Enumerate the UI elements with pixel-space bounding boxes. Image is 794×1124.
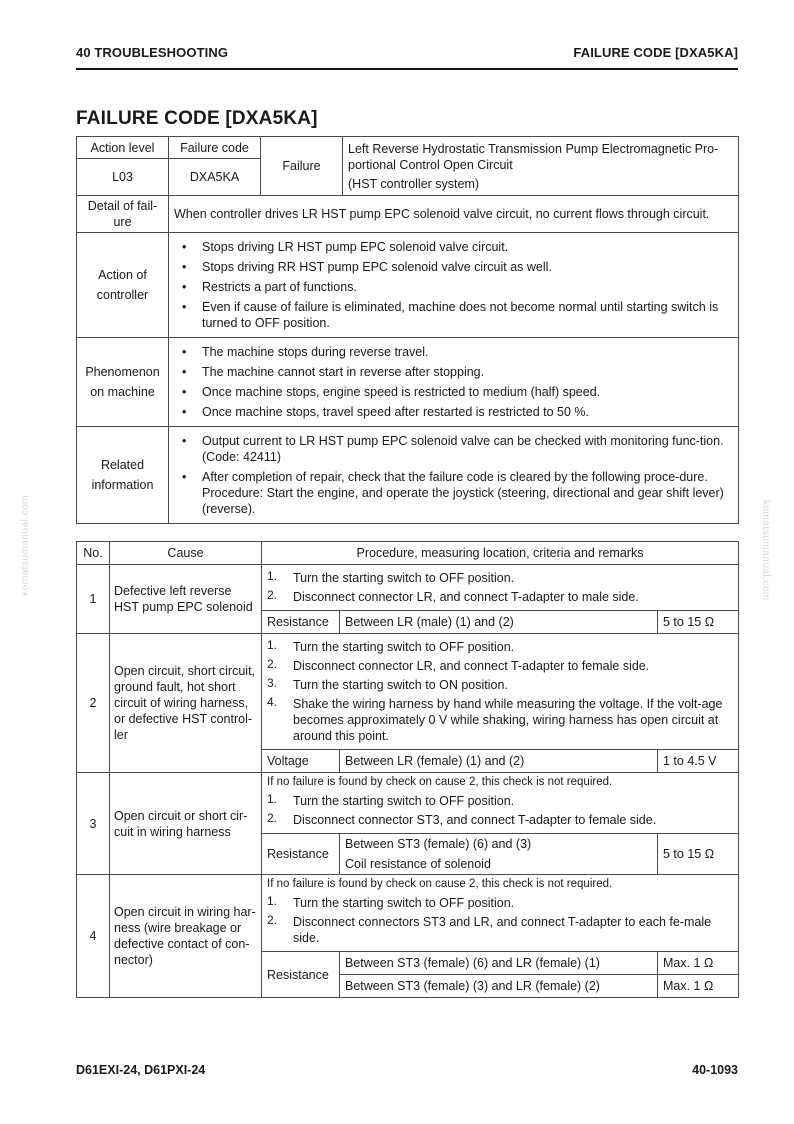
measure-location: Between ST3 (female) (6) and (3) Coil resistance of solenoid (340, 834, 658, 875)
cause-text: Open circuit or short cir-cuit in wiring harness (110, 773, 262, 875)
measure-value: 5 to 15 Ω (658, 611, 739, 634)
header-rule (76, 68, 738, 70)
related-cell (169, 427, 739, 524)
measure-label: Resistance (262, 611, 340, 634)
page-title: FAILURE CODE [DXA5KA] (76, 108, 318, 129)
related-procedure: Procedure: Start the engine, and operate the joystick (steering, directional and gear shift lever) (reverse). (202, 486, 724, 516)
header-code: FAILURE CODE [DXA5KA] (573, 45, 738, 60)
list-item: 1. Turn the starting switch to OFF position. (267, 894, 515, 910)
list-item: • Once machine stops, travel speed after restarted is restricted to 50 %. (182, 405, 589, 419)
list-item: 1. Turn the starting switch to OFF position. (267, 638, 515, 654)
header-cause: Cause (110, 542, 262, 565)
list-item: 1. Turn the starting switch to OFF position. (267, 792, 515, 808)
detail-label: Detail of fail-ure (77, 196, 169, 233)
measure-location: Between LR (male) (1) and (2) (340, 611, 658, 634)
list-item: 2. Disconnect connector LR, and connect T-adapter to male side. (267, 588, 639, 604)
bullet-icon: • (182, 365, 187, 379)
list-item: 1. Turn the starting switch to OFF position. (267, 569, 515, 585)
cause-no: 2 (77, 634, 110, 773)
list-item: • The machine stops during reverse travel. (182, 345, 429, 359)
bullet-icon: • (182, 260, 187, 274)
measure-value: Max. 1 Ω (658, 975, 739, 998)
measure-location: Between ST3 (female) (6) and LR (female) (1) (340, 952, 658, 975)
measure-value: 1 to 4.5 V (658, 750, 739, 773)
page-footer (76, 1063, 738, 1077)
measure-label: Resistance (262, 952, 340, 998)
bullet-icon: • (182, 345, 187, 359)
procedure-note: If no failure is found by check on cause 2, this check is not required. (267, 776, 613, 788)
bullet-icon: • (182, 300, 187, 314)
list-item: 2. Disconnect connector ST3, and connect T-adapter to female side. (267, 811, 657, 827)
cause-no: 4 (77, 875, 110, 998)
action-controller-cell (169, 233, 739, 338)
measure-location: Between LR (female) (1) and (2) (340, 750, 658, 773)
list-item: 3. Turn the starting switch to ON position. (267, 676, 508, 692)
measure-label: Voltage (262, 750, 340, 773)
header-section: 40 TROUBLESHOOTING (76, 45, 229, 60)
phenomenon-label: Phenomenon on machine (77, 338, 169, 427)
failure-code-value: DXA5KA (169, 159, 261, 196)
list-item: • Restricts a part of functions. (182, 280, 357, 294)
phenomenon-cell (169, 338, 739, 427)
cause-no: 3 (77, 773, 110, 875)
action-controller-label: Action of controller (77, 233, 169, 338)
list-item: • Once machine stops, engine speed is restricted to medium (half) speed. (182, 385, 601, 399)
action-level-label: Action level (77, 137, 169, 159)
procedure-steps (262, 773, 739, 834)
list-item: • After completion of repair, check that the failure code is cleared by the following proce-dure. Procedure: Start the engine, and operate the joystick (steering, directional and gear shift lever) (reverse). (182, 470, 724, 516)
list-item: 2. Disconnect connector LR, and connect T-adapter to female side. (267, 657, 650, 673)
footer-model: D61EXI-24, D61PXI-24 (76, 1063, 206, 1077)
watermark-left: komatsumanual.com (20, 495, 31, 596)
header-procedure: Procedure, measuring location, criteria and remarks (262, 542, 739, 565)
list-item: • Stops driving RR HST pump EPC solenoid valve circuit as well. (182, 260, 552, 274)
page-header (76, 45, 738, 60)
measure-location: Between ST3 (female) (3) and LR (female) (2) (340, 975, 658, 998)
cause-no: 1 (77, 565, 110, 634)
bullet-icon: • (182, 405, 187, 419)
procedure-note: If no failure is found by check on cause 2, this check is not required. (267, 878, 613, 890)
procedure-steps (262, 875, 739, 952)
detail-text: When controller drives LR HST pump EPC solenoid valve circuit, no current flows through circuit. (169, 196, 739, 233)
watermark-right: komatsumanual.com (760, 500, 771, 601)
cause-table (76, 541, 739, 998)
action-level-value: L03 (77, 159, 169, 196)
bullet-icon: • (182, 240, 187, 254)
bullet-icon: • (182, 470, 187, 484)
failure-description (343, 137, 739, 196)
table-row (77, 634, 739, 750)
list-item: 2. Disconnect connectors ST3 and LR, and connect T-adapter to each fe-male side. (267, 913, 712, 945)
bullet-icon: • (182, 434, 187, 448)
header-no: No. (77, 542, 110, 565)
failure-code-label: Failure code (169, 137, 261, 159)
page-number: 40-1093 (692, 1063, 738, 1077)
cause-text: Defective left reverse HST pump EPC solenoid (110, 565, 262, 634)
procedure-steps (262, 634, 739, 750)
measure-value: Max. 1 Ω (658, 952, 739, 975)
bullet-icon: • (182, 385, 187, 399)
related-list (174, 433, 733, 517)
procedure-steps (262, 565, 739, 611)
failure-title: Left Reverse Hydrostatic Transmission Pump Electromagnetic Pro-portional Control Open Circuit (348, 141, 719, 172)
list-item: 4. Shake the wiring harness by hand while measuring the voltage. If the volt-age becomes approximately 0 V while shaking, wiring harness has open circuit at around this point. (267, 695, 723, 743)
bullet-icon: • (182, 280, 187, 294)
table-row (77, 875, 739, 952)
failure-label: Failure (261, 137, 343, 196)
measure-label: Resistance (262, 834, 340, 875)
phenomenon-list (174, 344, 733, 420)
failure-system: (HST controller system) (348, 176, 480, 191)
table-row (77, 773, 739, 834)
table-row (77, 565, 739, 611)
list-item: • Even if cause of failure is eliminated, machine does not become normal until starting switch is turned to OFF position. (182, 300, 719, 330)
cause-text: Open circuit in wiring har-ness (wire breakage or defective contact of con-nector) (110, 875, 262, 998)
cause-text: Open circuit, short circuit, ground fault, hot short circuit of wiring harness, or defective HST control-ler (110, 634, 262, 773)
measure-value: 5 to 15 Ω (658, 834, 739, 875)
list-item: • Stops driving LR HST pump EPC solenoid valve circuit. (182, 240, 509, 254)
failure-info-table (76, 136, 739, 524)
related-label: Related information (77, 427, 169, 524)
list-item: • Output current to LR HST pump EPC solenoid valve can be checked with monitoring func-tion. (Code: 42411) (182, 434, 724, 464)
list-item: • The machine cannot start in reverse after stopping. (182, 365, 485, 379)
action-controller-list (174, 239, 733, 331)
